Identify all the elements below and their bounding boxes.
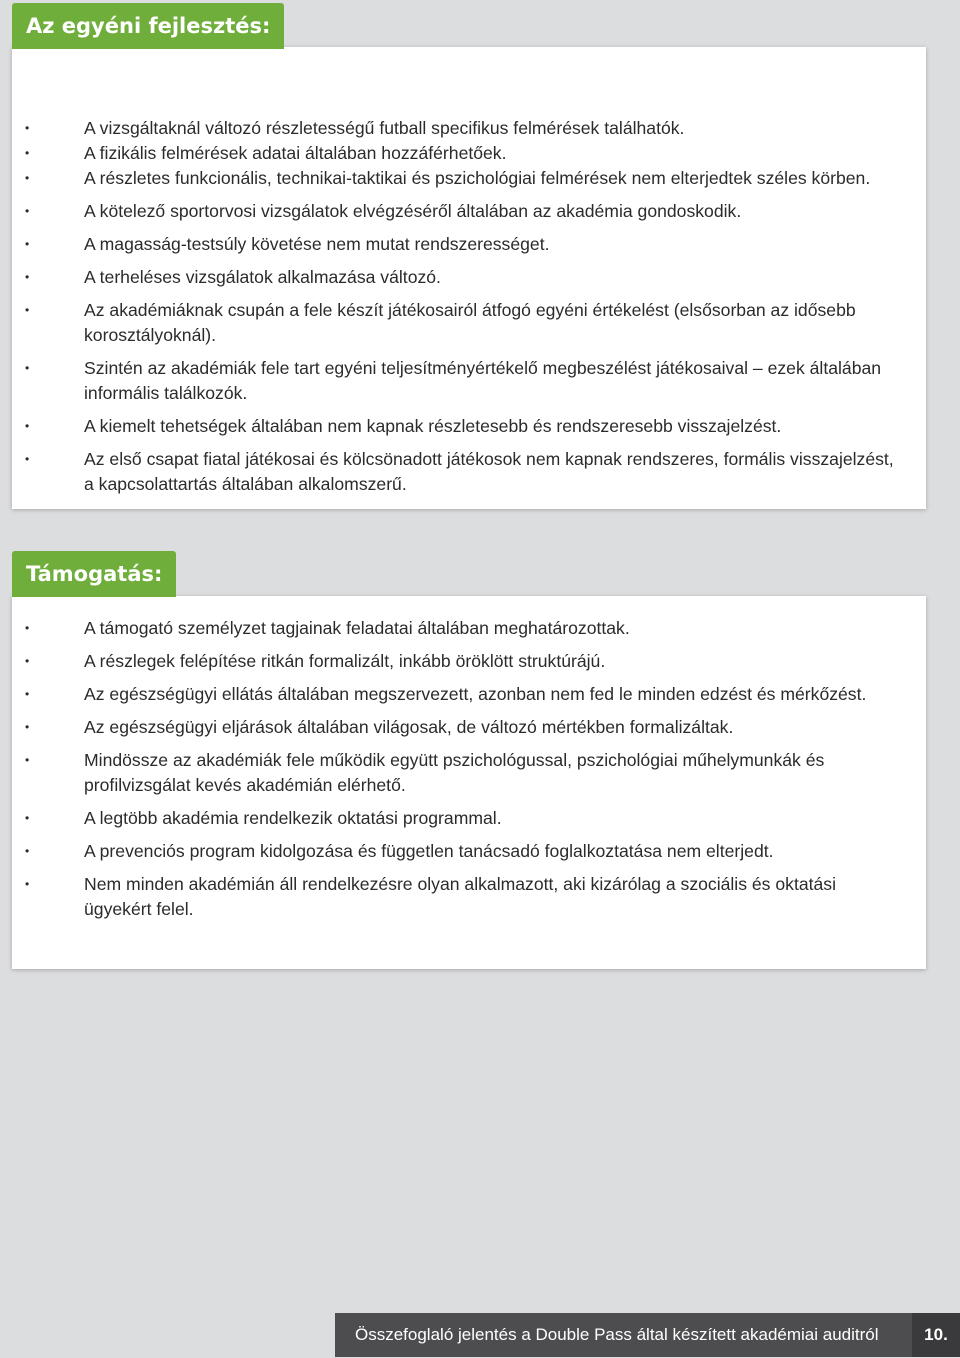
list-item: • A legtöbb akadémia rendelkezik oktatási programmal. (12, 806, 926, 831)
list-item: • A kötelező sportorvosi vizsgálatok elvégzéséről általában az akadémia gondoskodik. (12, 199, 926, 224)
bullet-icon: • (25, 811, 30, 825)
individual-development-list (12, 116, 926, 497)
list-item: • Az akadémiáknak csupán a fele készít játékosairól átfogó egyéni értékelést (elsősorban az idősebb korosztályoknál). (25, 300, 856, 345)
list-item: • A fizikális felmérések adatai általában hozzáférhetőek. (12, 141, 926, 166)
list-item: • Az egészségügyi ellátás általában megszervezett, azonban nem fed le minden edzést és mérkőzést. (12, 682, 926, 707)
list-item: • A prevenciós program kidolgozása és független tanácsadó foglalkoztatása nem elterjedt. (12, 839, 926, 864)
bullet-icon: • (25, 844, 30, 858)
list-item: • Szintén az akadémiák fele tart egyéni teljesítményértékelő megbeszélést játékosaival – ezek általában informális találkozók. (25, 358, 882, 403)
bullet-icon: • (25, 687, 30, 701)
list-item: • A magasság-testsúly követése nem mutat rendszerességet. (12, 232, 926, 257)
bullet-icon: • (25, 720, 30, 734)
bullet-icon: • (25, 877, 30, 891)
bullet-icon: • (25, 121, 30, 135)
list-item: • A terheléses vizsgálatok alkalmazása változó. (12, 265, 926, 290)
bullet-icon: • (25, 452, 30, 466)
page-footer (335, 1313, 960, 1357)
bullet-icon: • (25, 146, 30, 160)
bullet-icon: • (25, 361, 30, 375)
section-title-support: Támogatás: (12, 551, 176, 597)
footer-title: Összefoglaló jelentés a Double Pass által készített akadémiai auditról (355, 1325, 879, 1344)
bullet-icon: • (25, 303, 30, 317)
list-item: • Mindössze az akadémiák fele működik együtt pszichológussal, pszichológiai műhelymunkák és profilvizsgálat kevés akadémián elérhető. (25, 750, 825, 795)
section-title-individual-development: Az egyéni fejlesztés: (12, 3, 284, 49)
list-item: • Az első csapat fiatal játékosai és kölcsönadott játékosok nem kapnak rendszeres, formális visszajelzést, a kapcsolattartás általában alkalomszerű. (25, 449, 894, 494)
bullet-icon: • (25, 171, 30, 185)
list-item: • A támogató személyzet tagjainak feladatai általában meghatározottak. (12, 616, 926, 641)
individual-development-card (12, 47, 926, 509)
bullet-icon: • (25, 621, 30, 635)
list-item: • A kiemelt tehetségek általában nem kapnak részletesebb és rendszeresebb visszajelzést. (12, 414, 926, 439)
bullet-icon: • (25, 237, 30, 251)
bullet-icon: • (25, 204, 30, 218)
list-item: • A részletes funkcionális, technikai-taktikai és pszichológiai felmérések nem elterjedtek széles körben. (12, 166, 926, 191)
list-item: • Az egészségügyi eljárások általában világosak, de változó mértékben formalizáltak. (12, 715, 926, 740)
support-card (12, 596, 926, 969)
bullet-icon: • (25, 270, 30, 284)
bullet-icon: • (25, 419, 30, 433)
support-list (12, 616, 926, 922)
list-item: • A részlegek felépítése ritkán formalizált, inkább öröklött struktúrájú. (12, 649, 926, 674)
page-number: 10. (912, 1313, 960, 1357)
bullet-icon: • (25, 654, 30, 668)
bullet-icon: • (25, 753, 30, 767)
list-item: • Nem minden akadémián áll rendelkezésre olyan alkalmazott, aki kizárólag a szociális és oktatási ügyekért felel. (25, 874, 837, 919)
list-item: • A vizsgáltaknál változó részletességű futball specifikus felmérések találhatók. (12, 116, 926, 141)
